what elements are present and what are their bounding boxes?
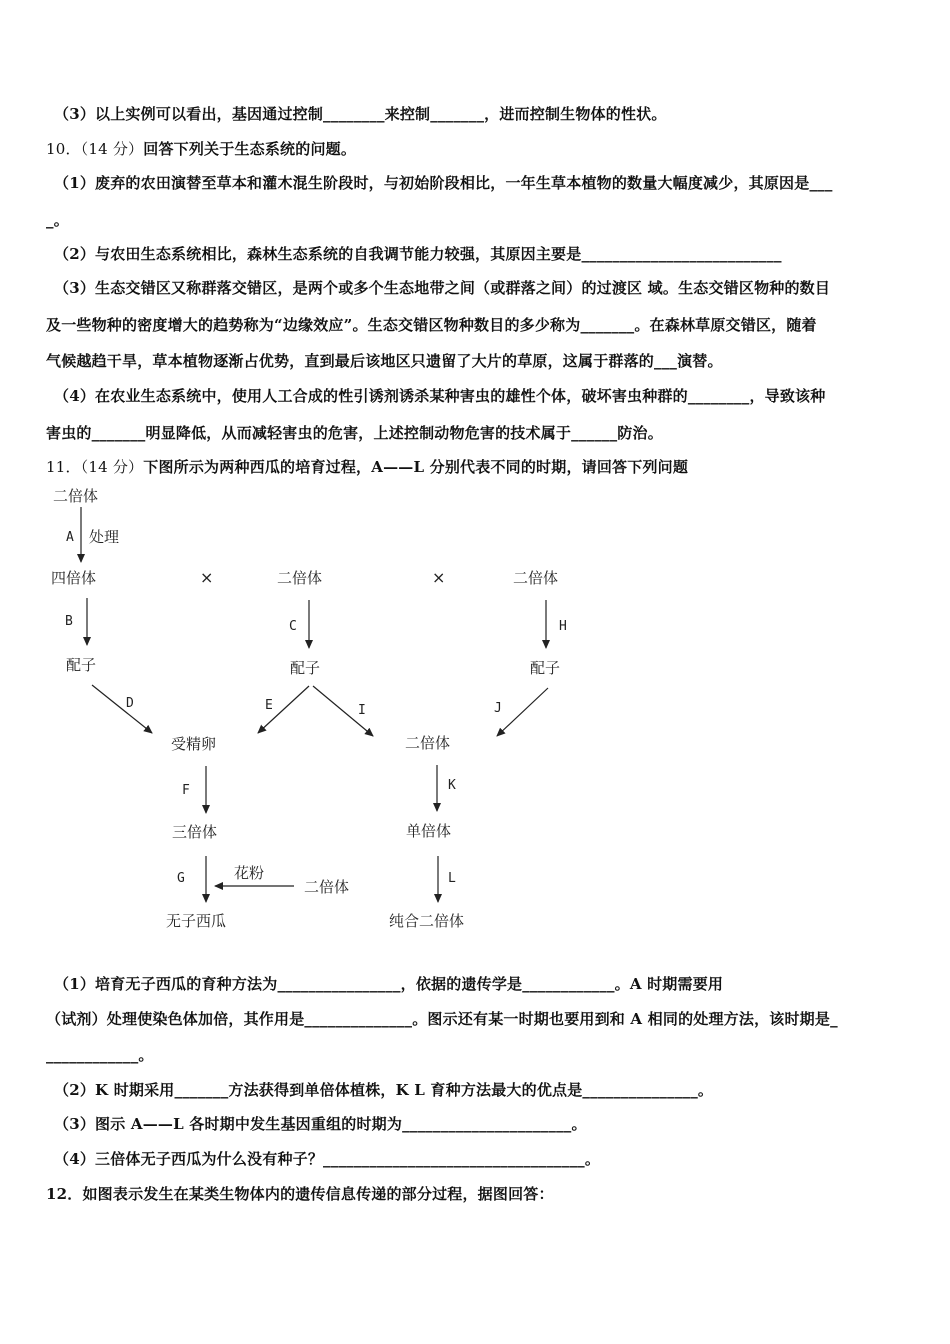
node-fertilized-egg: 受精卵 (171, 735, 217, 753)
label-c: C (289, 619, 297, 634)
node-top-diploid: 二倍体 (53, 487, 99, 505)
q11-part1-line2: （试剂）处理使染色体加倍，其作用是______________。图示还有某一时期也要用到和 A 相同的处理方法，该时期是_ (46, 1010, 838, 1028)
q10-part3-line3: 气候越趋干旱，草本植物逐渐占优势，直到最后该地区只遗留了大片的草原，这属于群落的___演替。 (46, 352, 723, 370)
q11-number: 11．（14 分） (46, 458, 144, 476)
label-a: A (66, 530, 74, 545)
q11-part4: （4）三倍体无子西瓜为什么没有种子？__________________________________。 (54, 1150, 601, 1168)
node-gamete-mid: 配子 (290, 659, 321, 677)
label-pollen: 花粉 (234, 864, 265, 882)
label-k: K (448, 778, 456, 793)
label-e: E (265, 698, 273, 713)
label-l: L (448, 871, 456, 886)
q10-header (46, 138, 356, 159)
label-d: D (126, 696, 134, 711)
q11-title: 下图所示为两种西瓜的培育过程，A——L 分别代表不同的时期，请回答下列问题 (143, 458, 689, 476)
q11-part1-line3: ____________。 (46, 1046, 154, 1064)
q10-part1-line1: （1）废弃的农田演替至草本和灌木混生阶段时，与初始阶段相比，一年生草本植物的数量大幅度减少，其原因是___ (54, 174, 833, 192)
q10-part3-line1: （3）生态交错区又称群落交错区，是两个或多个生态地带之间（或群落之间）的过渡区 域。生态交错区物种的数目 (54, 279, 831, 297)
q10-part4-line2: 害虫的_______明显降低，从而减轻害虫的危害，上述控制动物危害的技术属于______防治。 (46, 424, 663, 442)
q9-part3: （3）以上实例可以看出，基因通过控制________来控制_______，进而控制生物体的性状。 (54, 105, 667, 123)
q12-header: 12．如图表示发生在某类生物体内的遗传信息传递的部分过程，据图回答： (46, 1185, 554, 1203)
node-gamete-right: 配子 (530, 659, 561, 677)
q11-part2: （2）K 时期采用_______方法获得到单倍体植株，K L 育种方法最大的优点是_______________。 (54, 1081, 714, 1099)
label-j: J (494, 701, 502, 716)
arrow-j (497, 688, 548, 736)
label-g: G (177, 871, 185, 886)
node-diploid-pollen: 二倍体 (304, 878, 350, 896)
node-diploid-right: 二倍体 (513, 569, 559, 587)
node-haploid: 单倍体 (406, 822, 452, 840)
q11-header (46, 456, 688, 477)
arrow-d (92, 685, 152, 733)
label-h: H (559, 619, 567, 634)
cross-symbol-2: × (432, 568, 446, 587)
label-a-treatment: 处理 (89, 528, 120, 546)
label-i: I (358, 703, 366, 718)
q10-title: 回答下列关于生态系统的问题。 (143, 140, 357, 158)
node-seedless-watermelon: 无子西瓜 (166, 912, 227, 930)
q10-part1-line2: _。 (46, 211, 69, 229)
node-pure-diploid: 纯合二倍体 (389, 912, 465, 930)
node-diploid-center: 二倍体 (405, 734, 451, 752)
q10-part4-line1: （4）在农业生态系统中，使用人工合成的性引诱剂诱杀某种害虫的雄性个体，破坏害虫种群的________，导致该种 (54, 387, 826, 405)
node-gamete-left: 配子 (66, 656, 97, 674)
node-tetraploid: 四倍体 (51, 569, 97, 587)
q10-number: 10．（14 分） (46, 140, 144, 158)
q11-part1-line1: （1）培育无子西瓜的育种方法为________________，依据的遗传学是____________。A 时期需要用 (54, 975, 724, 993)
q10-part3-line2: 及一些物种的密度增大的趋势称为“边缘效应”。生态交错区物种数目的多少称为_______。在森林草原交错区，随着 (46, 316, 817, 334)
node-triploid: 三倍体 (172, 823, 218, 841)
label-b: B (65, 614, 73, 629)
q10-part2: （2）与农田生态系统相比，森林生态系统的自我调节能力较强，其原因主要是__________________________ (54, 245, 782, 263)
node-diploid-mid: 二倍体 (277, 569, 323, 587)
label-f: F (182, 783, 190, 798)
breeding-diagram (0, 480, 950, 940)
cross-symbol-1: × (200, 568, 214, 587)
q11-part3: （3）图示 A——L 各时期中发生基因重组的时期为______________________。 (54, 1115, 587, 1133)
